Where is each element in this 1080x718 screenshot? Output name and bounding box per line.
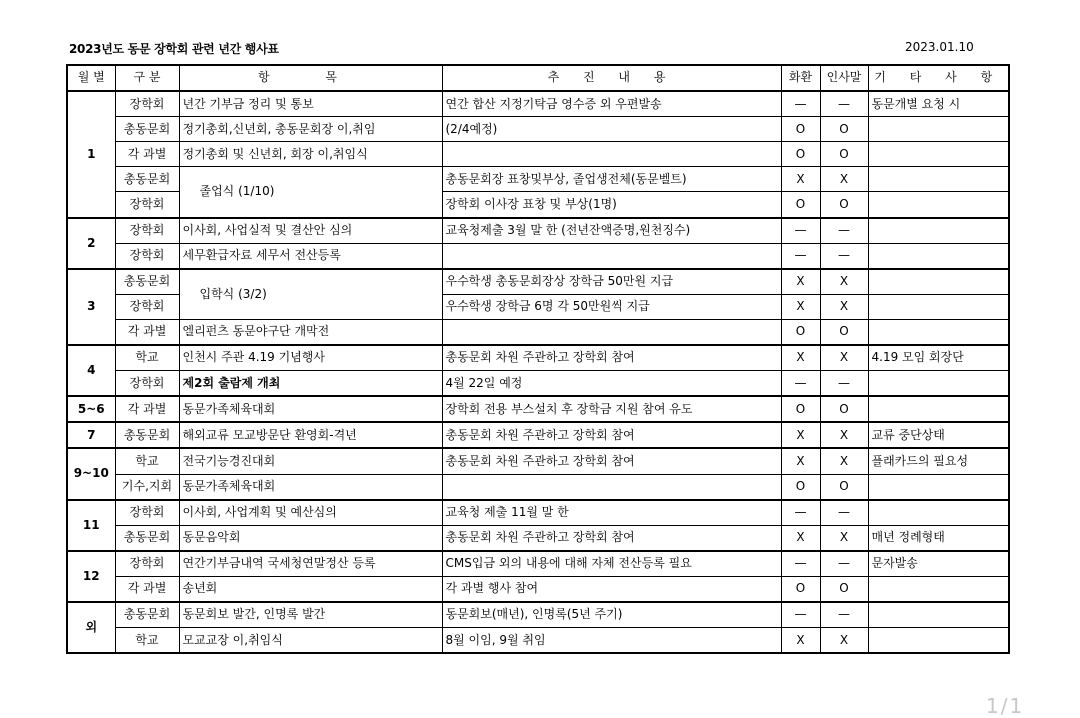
wreath-cell: O bbox=[781, 192, 820, 218]
table-row bbox=[67, 551, 1009, 577]
month-cell: 3 bbox=[67, 269, 115, 345]
wreath-cell: O bbox=[781, 474, 820, 500]
greeting-cell: — bbox=[820, 91, 868, 117]
plan-cell: 우수학생 장학금 6명 각 50만원씩 지급 bbox=[442, 294, 781, 319]
month-cell: 1 bbox=[67, 91, 115, 217]
greeting-cell: X bbox=[820, 628, 868, 654]
table-row bbox=[67, 319, 1009, 345]
table-row bbox=[67, 500, 1009, 526]
notes-cell bbox=[868, 294, 1009, 319]
wreath-cell: — bbox=[781, 243, 820, 269]
greeting-cell: X bbox=[820, 167, 868, 192]
table-row bbox=[67, 371, 1009, 397]
notes-cell: 플래카드의 필요성 bbox=[868, 448, 1009, 474]
category-cell: 각 과별 bbox=[115, 142, 179, 167]
month-cell: 9~10 bbox=[67, 448, 115, 499]
greeting-cell: — bbox=[820, 551, 868, 577]
plan-cell: 8월 이임, 9월 취임 bbox=[442, 628, 781, 654]
item-cell: 동문가족체육대회 bbox=[179, 474, 442, 500]
table-row bbox=[67, 269, 1009, 295]
table-row bbox=[67, 422, 1009, 448]
plan-cell: 교육청제출 3월 말 한 (전년잔액증명,원천징수) bbox=[442, 218, 781, 244]
wreath-cell: O bbox=[781, 142, 820, 167]
wreath-cell: — bbox=[781, 602, 820, 628]
item-cell: 입학식 (3/2) bbox=[179, 269, 442, 320]
month-cell: 12 bbox=[67, 551, 115, 602]
plan-cell: 장학회 이사장 표창 및 부상(1명) bbox=[442, 192, 781, 218]
notes-cell bbox=[868, 192, 1009, 218]
item-cell: 연간기부금내역 국세청연말정산 등록 bbox=[179, 551, 442, 577]
plan-cell: 장학회 전용 부스설치 후 장학금 지원 참여 유도 bbox=[442, 396, 781, 422]
item-cell: 정기총회,신년회, 총동문회장 이,취임 bbox=[179, 117, 442, 142]
wreath-cell: — bbox=[781, 500, 820, 526]
col-header-greeting: 인사말 bbox=[820, 65, 868, 91]
item-cell: 이사회, 사업계획 및 예산심의 bbox=[179, 500, 442, 526]
category-cell: 장학회 bbox=[115, 192, 179, 218]
event-schedule-table bbox=[66, 64, 1010, 654]
category-cell: 총동문회 bbox=[115, 525, 179, 551]
table-row bbox=[67, 396, 1009, 422]
item-cell: 송년회 bbox=[179, 576, 442, 602]
wreath-cell: X bbox=[781, 294, 820, 319]
category-cell: 장학회 bbox=[115, 371, 179, 397]
col-header-item: 항 목 bbox=[179, 65, 442, 91]
item-cell: 동문회보 발간, 인명록 발간 bbox=[179, 602, 442, 628]
col-header-category: 구 분 bbox=[115, 65, 179, 91]
plan-cell: 총동문회 차원 주관하고 장학회 참여 bbox=[442, 422, 781, 448]
greeting-cell: X bbox=[820, 345, 868, 371]
table-row bbox=[67, 448, 1009, 474]
notes-cell bbox=[868, 269, 1009, 295]
plan-cell: 우수학생 총동문회장상 장학금 50만원 지급 bbox=[442, 269, 781, 295]
notes-cell bbox=[868, 371, 1009, 397]
category-cell: 장학회 bbox=[115, 91, 179, 117]
wreath-cell: X bbox=[781, 525, 820, 551]
table-row bbox=[67, 142, 1009, 167]
plan-cell: 동문회보(매년), 인명록(5년 주기) bbox=[442, 602, 781, 628]
notes-cell bbox=[868, 117, 1009, 142]
category-cell: 총동문회 bbox=[115, 117, 179, 142]
table-row bbox=[67, 167, 1009, 192]
item-cell: 인천시 주관 4.19 기념행사 bbox=[179, 345, 442, 371]
table-row bbox=[67, 525, 1009, 551]
notes-cell: 매년 정례형태 bbox=[868, 525, 1009, 551]
item-cell: 동문가족체육대회 bbox=[179, 396, 442, 422]
notes-cell: 교류 중단상태 bbox=[868, 422, 1009, 448]
plan-cell: (2/4예정) bbox=[442, 117, 781, 142]
notes-cell bbox=[868, 396, 1009, 422]
greeting-cell: — bbox=[820, 500, 868, 526]
item-cell: 엘리펀츠 동문야구단 개막전 bbox=[179, 319, 442, 345]
page-number: 1/1 bbox=[986, 694, 1025, 718]
wreath-cell: O bbox=[781, 396, 820, 422]
wreath-cell: — bbox=[781, 91, 820, 117]
wreath-cell: X bbox=[781, 448, 820, 474]
table-row bbox=[67, 117, 1009, 142]
item-cell: 전국기능경진대회 bbox=[179, 448, 442, 474]
category-cell: 장학회 bbox=[115, 218, 179, 244]
notes-cell: 문자발송 bbox=[868, 551, 1009, 577]
greeting-cell: X bbox=[820, 294, 868, 319]
month-cell: 11 bbox=[67, 500, 115, 551]
col-header-wreath: 화환 bbox=[781, 65, 820, 91]
category-cell: 장학회 bbox=[115, 500, 179, 526]
category-cell: 각 과별 bbox=[115, 319, 179, 345]
greeting-cell: — bbox=[820, 602, 868, 628]
item-cell: 년간 기부금 정리 및 통보 bbox=[179, 91, 442, 117]
notes-cell bbox=[868, 142, 1009, 167]
item-cell: 졸업식 (1/10) bbox=[179, 167, 442, 218]
document-title: 2023년도 동문 장학회 관련 년간 행사표 bbox=[69, 42, 279, 56]
category-cell: 학교 bbox=[115, 448, 179, 474]
table-row bbox=[67, 602, 1009, 628]
month-cell: 5~6 bbox=[67, 396, 115, 422]
table-row bbox=[67, 218, 1009, 244]
item-cell: 제2회 출람제 개최 bbox=[179, 371, 442, 397]
table-row bbox=[67, 474, 1009, 500]
table-row bbox=[67, 91, 1009, 117]
plan-cell bbox=[442, 474, 781, 500]
table-row bbox=[67, 628, 1009, 654]
category-cell: 장학회 bbox=[115, 243, 179, 269]
greeting-cell: X bbox=[820, 448, 868, 474]
item-cell: 모교교장 이,취임식 bbox=[179, 628, 442, 654]
category-cell: 각 과별 bbox=[115, 576, 179, 602]
category-cell: 총동문회 bbox=[115, 422, 179, 448]
greeting-cell: O bbox=[820, 117, 868, 142]
month-cell: 2 bbox=[67, 218, 115, 269]
category-cell: 총동문회 bbox=[115, 269, 179, 295]
greeting-cell: — bbox=[820, 371, 868, 397]
notes-cell bbox=[868, 474, 1009, 500]
notes-cell bbox=[868, 500, 1009, 526]
notes-cell bbox=[868, 319, 1009, 345]
notes-cell: 동문개별 요청 시 bbox=[868, 91, 1009, 117]
wreath-cell: — bbox=[781, 218, 820, 244]
category-cell: 각 과별 bbox=[115, 396, 179, 422]
col-header-plan: 추 진 내 용 bbox=[442, 65, 781, 91]
greeting-cell: O bbox=[820, 474, 868, 500]
wreath-cell: — bbox=[781, 551, 820, 577]
wreath-cell: X bbox=[781, 422, 820, 448]
plan-cell bbox=[442, 142, 781, 167]
greeting-cell: O bbox=[820, 396, 868, 422]
greeting-cell: — bbox=[820, 218, 868, 244]
wreath-cell: X bbox=[781, 269, 820, 295]
notes-cell bbox=[868, 218, 1009, 244]
col-header-notes: 기 타 사 항 bbox=[868, 65, 1009, 91]
category-cell: 장학회 bbox=[115, 551, 179, 577]
greeting-cell: X bbox=[820, 269, 868, 295]
wreath-cell: O bbox=[781, 576, 820, 602]
item-cell: 세무환급자료 세무서 전산등록 bbox=[179, 243, 442, 269]
document-date: 2023.01.10 bbox=[905, 40, 974, 54]
category-cell: 학교 bbox=[115, 345, 179, 371]
table-row bbox=[67, 243, 1009, 269]
notes-cell bbox=[868, 167, 1009, 192]
month-cell: 외 bbox=[67, 602, 115, 653]
plan-cell: CMS입금 외의 내용에 대해 자체 전산등록 필요 bbox=[442, 551, 781, 577]
plan-cell: 총동문회 차원 주관하고 장학회 참여 bbox=[442, 448, 781, 474]
plan-cell: 각 과별 행사 참여 bbox=[442, 576, 781, 602]
plan-cell bbox=[442, 319, 781, 345]
notes-cell: 4.19 모임 회장단 bbox=[868, 345, 1009, 371]
greeting-cell: X bbox=[820, 422, 868, 448]
wreath-cell: X bbox=[781, 628, 820, 654]
item-cell: 해외교류 모교방문단 환영회-격년 bbox=[179, 422, 442, 448]
item-cell: 동문음악회 bbox=[179, 525, 442, 551]
plan-cell: 4월 22일 예정 bbox=[442, 371, 781, 397]
plan-cell: 총동문회 차원 주관하고 장학회 참여 bbox=[442, 525, 781, 551]
category-cell: 총동문회 bbox=[115, 602, 179, 628]
plan-cell bbox=[442, 243, 781, 269]
greeting-cell: X bbox=[820, 525, 868, 551]
notes-cell bbox=[868, 243, 1009, 269]
wreath-cell: O bbox=[781, 319, 820, 345]
month-cell: 4 bbox=[67, 345, 115, 396]
greeting-cell: O bbox=[820, 576, 868, 602]
wreath-cell: — bbox=[781, 371, 820, 397]
col-header-month: 월 별 bbox=[67, 65, 115, 91]
greeting-cell: O bbox=[820, 142, 868, 167]
plan-cell: 연간 합산 지정기탁금 영수증 외 우편발송 bbox=[442, 91, 781, 117]
category-cell: 총동문회 bbox=[115, 167, 179, 192]
plan-cell: 총동문회 차원 주관하고 장학회 참여 bbox=[442, 345, 781, 371]
plan-cell: 교육청 제출 11월 말 한 bbox=[442, 500, 781, 526]
category-cell: 장학회 bbox=[115, 294, 179, 319]
wreath-cell: X bbox=[781, 345, 820, 371]
item-cell: 이사회, 사업실적 및 결산안 심의 bbox=[179, 218, 442, 244]
greeting-cell: O bbox=[820, 319, 868, 345]
month-cell: 7 bbox=[67, 422, 115, 448]
wreath-cell: X bbox=[781, 167, 820, 192]
plan-cell: 총동문회장 표창및부상, 졸업생전체(동문벨트) bbox=[442, 167, 781, 192]
table-header-row bbox=[67, 65, 1009, 91]
greeting-cell: — bbox=[820, 243, 868, 269]
notes-cell bbox=[868, 602, 1009, 628]
category-cell: 학교 bbox=[115, 628, 179, 654]
table-row bbox=[67, 345, 1009, 371]
notes-cell bbox=[868, 576, 1009, 602]
greeting-cell: O bbox=[820, 192, 868, 218]
wreath-cell: O bbox=[781, 117, 820, 142]
notes-cell bbox=[868, 628, 1009, 654]
category-cell: 기수,지회 bbox=[115, 474, 179, 500]
table-row bbox=[67, 576, 1009, 602]
item-cell: 정기총회 및 신년회, 회장 이,취임식 bbox=[179, 142, 442, 167]
